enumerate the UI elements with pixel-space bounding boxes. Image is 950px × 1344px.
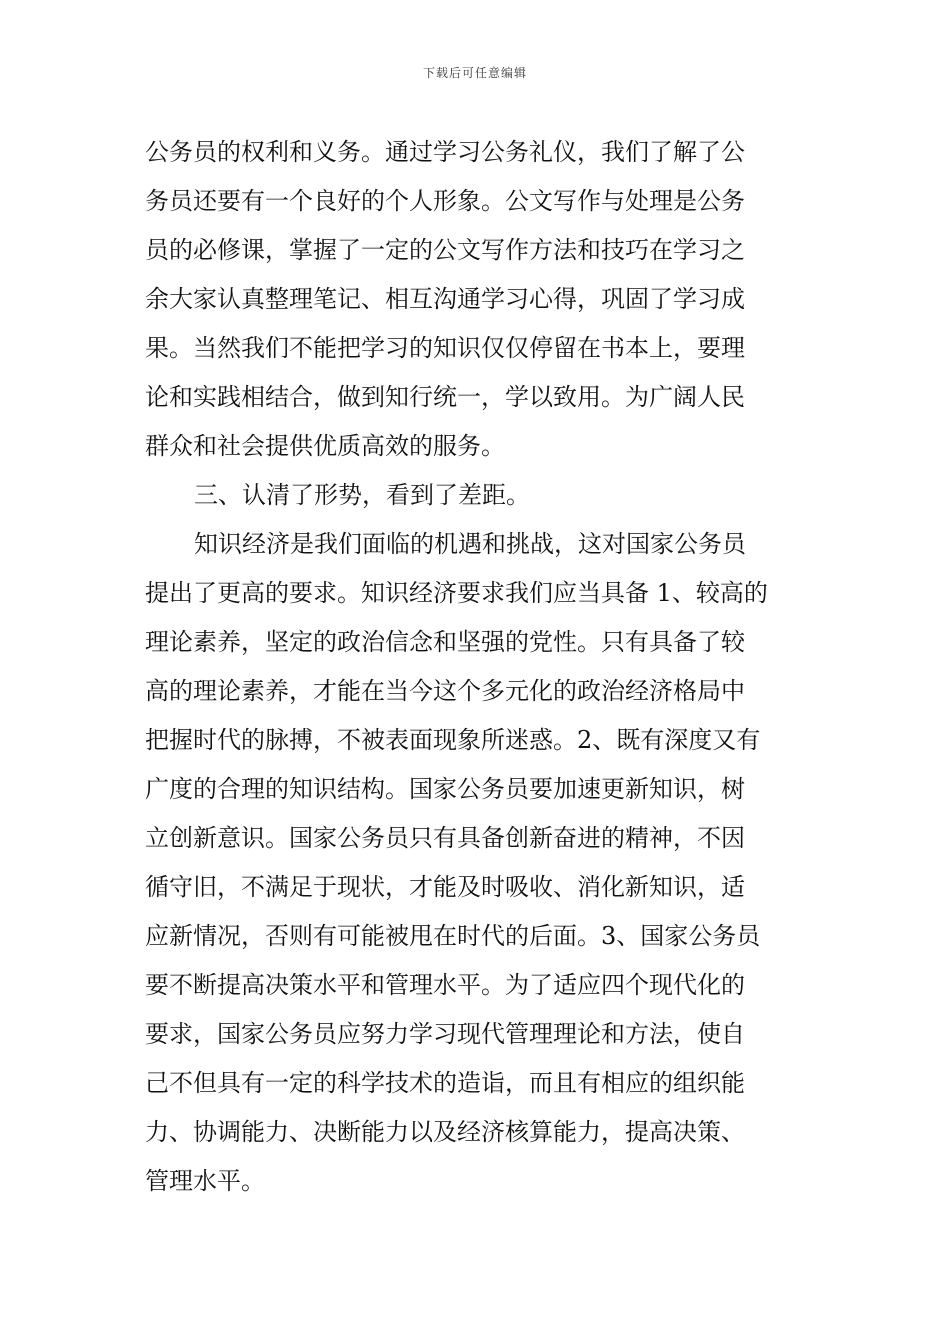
text-line: 高的理论素养，才能在当今这个多元化的政治经济格局中 [145, 677, 745, 705]
text-line: 立创新意识。国家公务员只有具备创新奋进的精神，不因 [145, 824, 745, 852]
text-line: 知识经济是我们面临的机遇和挑战，这对国家公务员 [194, 530, 746, 558]
page-header-note: 下载后可任意编辑 [422, 66, 527, 80]
text-line: 务员还要有一个良好的个人形象。公文写作与处理是公务 [145, 187, 745, 215]
text-line: 应新情况，否则有可能被甩在时代的后面。3、国家公务员 [145, 922, 761, 950]
text-line: 力、协调能力、决断能力以及经济核算能力，提高决策、 [145, 1118, 745, 1146]
document-body [145, 128, 815, 1206]
text-line: 广度的合理的知识结构。国家公务员要加速更新知识，树 [145, 775, 745, 803]
section-heading: 三、认清了形势，看到了差距。 [194, 481, 530, 509]
text-line: 论和实践相结合，做到知行统一，学以致用。为广阔人民 [145, 383, 745, 411]
text-line: 理论素养，坚定的政治信念和坚强的党性。只有具备了较 [145, 628, 745, 656]
text-line: 管理水平。 [145, 1167, 265, 1195]
text-line: 公务员的权利和义务。通过学习公务礼仪，我们了解了公 [145, 138, 745, 166]
text-line: 余大家认真整理笔记、相互沟通学习心得，巩固了学习成 [145, 285, 745, 313]
text-line: 提出了更高的要求。知识经济要求我们应当具备 1、较高的 [145, 579, 768, 607]
text-line: 要不断提高决策水平和管理水平。为了适应四个现代化的 [145, 971, 745, 999]
text-line: 员的必修课，掌握了一定的公文写作方法和技巧在学习之 [145, 236, 745, 264]
text-line: 要求，国家公务员应努力学习现代管理理论和方法，使自 [145, 1020, 745, 1048]
text-line: 循守旧，不满足于现状，才能及时吸收、消化新知识，适 [145, 873, 745, 901]
text-line: 果。当然我们不能把学习的知识仅仅停留在书本上，要理 [145, 334, 745, 362]
text-line: 把握时代的脉搏，不被表面现象所迷惑。2、既有深度又有 [145, 726, 761, 754]
text-line: 己不但具有一定的科学技术的造诣，而且有相应的组织能 [145, 1069, 745, 1097]
text-line: 群众和社会提供优质高效的服务。 [145, 432, 505, 460]
